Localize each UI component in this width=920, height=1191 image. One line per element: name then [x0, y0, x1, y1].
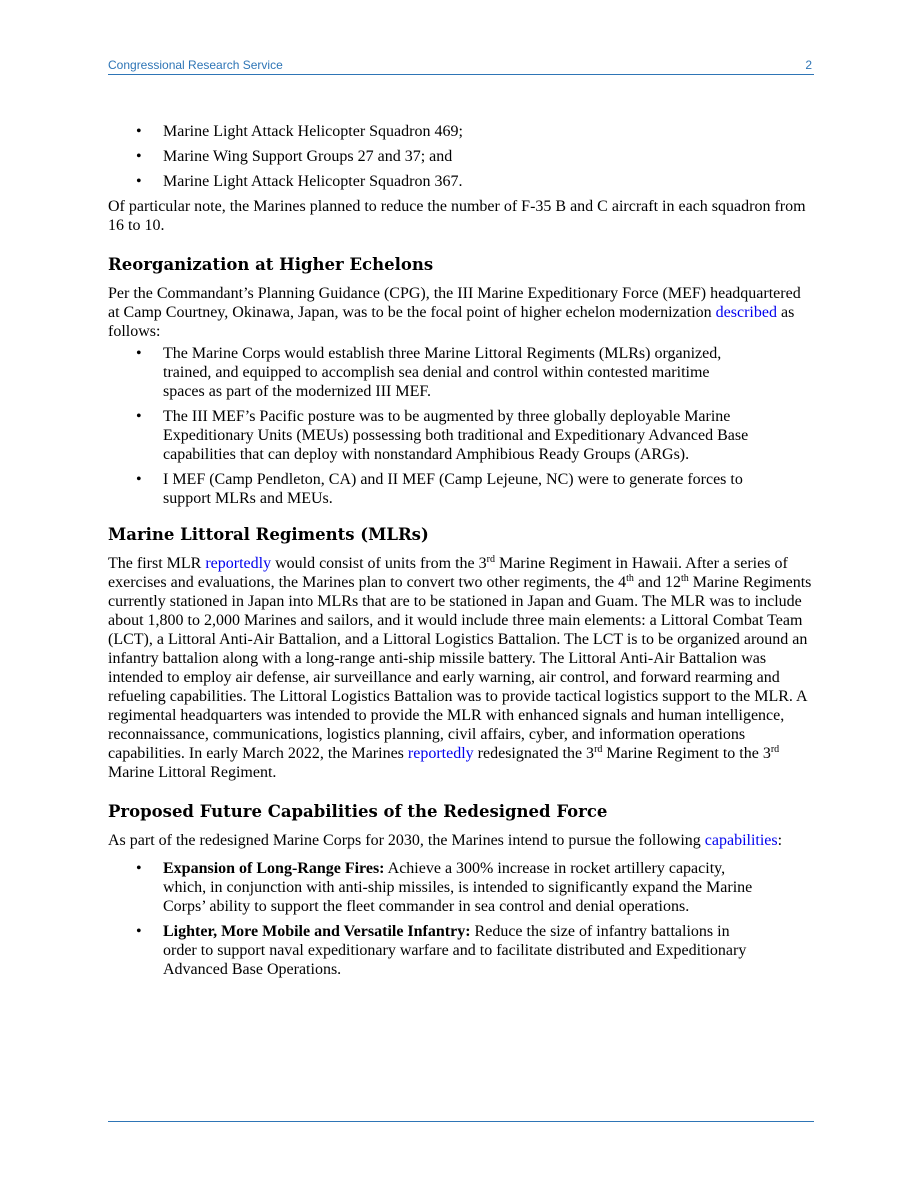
link-described[interactable]: described	[715, 304, 777, 321]
bullet-icon: •	[136, 408, 142, 425]
squadron-bullet-list	[108, 122, 814, 191]
capabilities-bullet-list	[108, 859, 814, 979]
header-organization: Congressional Research Service	[108, 58, 283, 72]
bullet-icon: •	[136, 173, 142, 190]
list-item: • I MEF (Camp Pendleton, CA) and II MEF (Camp Lejeune, NC) were to generate forces to support MLRs and MEUs.	[136, 471, 743, 507]
link-reportedly-1[interactable]: reportedly	[205, 555, 272, 572]
list-item: • The Marine Corps would establish three Marine Littoral Regiments (MLRs) organized, trained, and equipped to accomplish sea denial and control within contested maritime spaces as part of the modernized III MEF.	[136, 345, 722, 400]
paragraph-mlrs: The first MLR reportedly would consist of units from the 3rd Marine Regiment in Hawaii. After a series of exercises and evaluations, the Marines plan to convert two other regiments, the 4th and 12th Marine Regiments currently stationed in Japan into MLRs that are to be stationed in Japan and Guam. The MLR was to include about 1,800 to 2,000 Marines and sailors, and it would include three main elements: a Littoral Combat Team (LCT), a Littoral Anti-Air Battalion, and a Littoral Logistics Battalion. The LCT is to be organized around an infantry battalion along with a long-range anti-ship missile battery. The Littoral Anti-Air Battalion was intended to employ air defense, air surveillance and early warning, air control, and forward rearming and refueling capabilities. The Littoral Logistics Battalion was to provide tactical logistics support to the MLR. A regimental headquarters was intended to provide the MLR with enhanced signals and human intelligence, reconnaissance, communications, logistics planning, civil affairs, cyber, and information operations capabilities. In early March 2022, the Marines reportedly redesignated the 3rd Marine Regiment to the 3rd Marine Littoral Regiment.	[108, 554, 812, 781]
paragraph-capabilities: As part of the redesigned Marine Corps for 2030, the Marines intend to pursue the following capabilities:	[108, 832, 783, 849]
bullet-icon: •	[136, 148, 142, 165]
page-content	[108, 122, 814, 985]
echelon-bullet-list	[108, 344, 814, 508]
footer-divider	[108, 1121, 814, 1122]
list-item: • Marine Wing Support Groups 27 and 37; and	[136, 148, 453, 165]
heading-future-capabilities: Proposed Future Capabilities of the Redesigned Force	[108, 802, 608, 821]
page-header	[108, 58, 814, 75]
bullet-icon: •	[136, 471, 142, 488]
link-capabilities[interactable]: capabilities	[704, 832, 778, 849]
list-item: • Marine Light Attack Helicopter Squadron 367.	[136, 173, 463, 190]
list-item: • Lighter, More Mobile and Versatile Infantry: Reduce the size of infantry battalions in order to support naval expeditionary warfare and to facilitate distributed and Expeditionary Advanced Base Operations.	[136, 923, 747, 978]
heading-reorganization: Reorganization at Higher Echelons	[108, 255, 434, 274]
bullet-icon: •	[136, 123, 142, 140]
header-page-number: 2	[805, 58, 812, 72]
bullet-icon: •	[136, 923, 142, 940]
bullet-icon: •	[136, 860, 142, 877]
paragraph-f35: Of particular note, the Marines planned to reduce the number of F-35 B and C aircraft in each squadron from 16 to 10.	[108, 198, 806, 234]
paragraph-cpg: Per the Commandant’s Planning Guidance (CPG), the III Marine Expeditionary Force (MEF) headquartered at Camp Courtney, Okinawa, Japan, was to be the focal point of higher echelon modernization described as follows:	[108, 285, 801, 340]
link-reportedly-2[interactable]: reportedly	[407, 745, 474, 762]
list-item: • Expansion of Long-Range Fires: Achieve a 300% increase in rocket artillery capacity, which, in conjunction with anti-ship missiles, is intended to significantly expand the Marine Corps’ ability to support the fleet commander in sea control and denial operations.	[136, 860, 753, 915]
list-item: • Marine Light Attack Helicopter Squadron 469;	[136, 123, 463, 140]
heading-mlrs: Marine Littoral Regiments (MLRs)	[108, 525, 429, 544]
bullet-icon: •	[136, 345, 142, 362]
list-item: • The III MEF’s Pacific posture was to be augmented by three globally deployable Marine Expeditionary Units (MEUs) possessing both traditional and Expeditionary Advanced Base capabilities that can deploy with nonstandard Amphibious Ready Groups (ARGs).	[136, 408, 749, 463]
